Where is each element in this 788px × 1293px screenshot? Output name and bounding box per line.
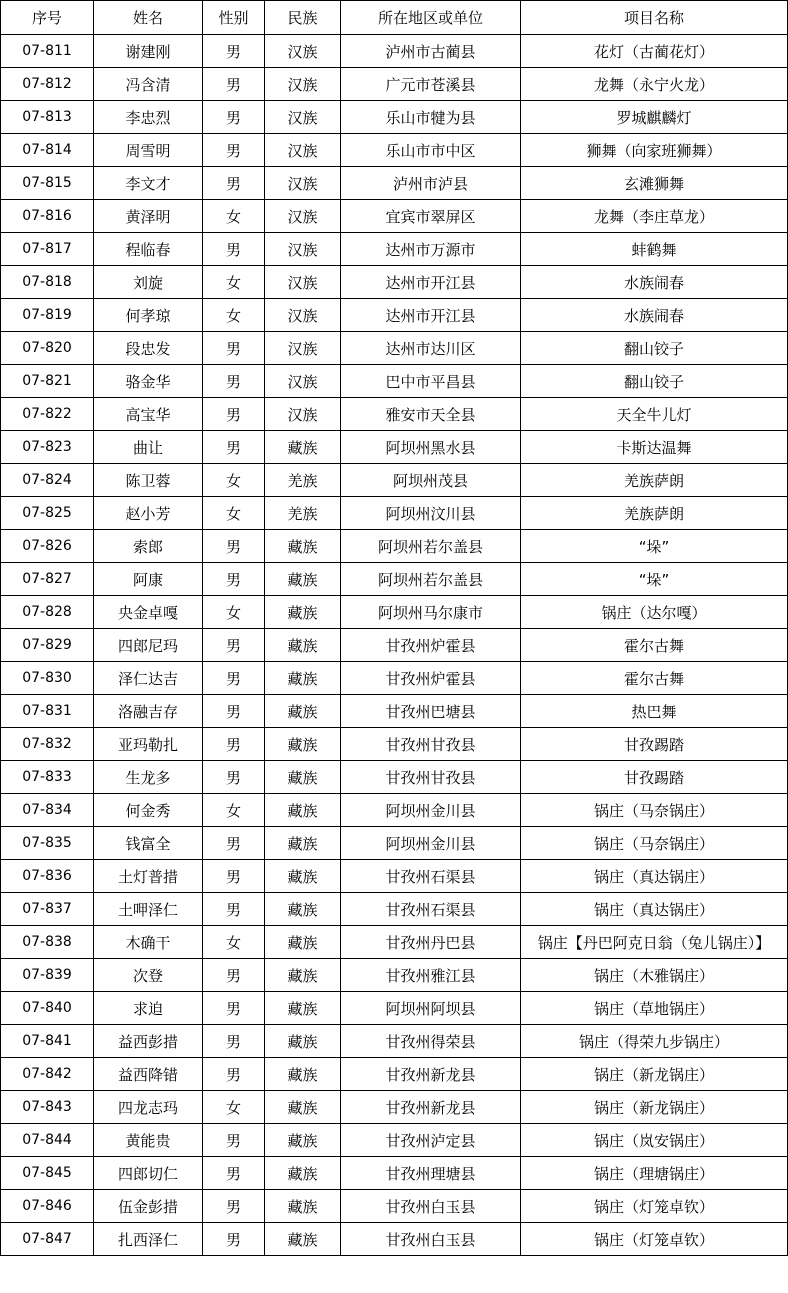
cell-region: 乐山市犍为县	[341, 101, 521, 134]
cell-serial: 07-837	[1, 893, 94, 926]
cell-ethnicity: 藏族	[265, 728, 341, 761]
cell-gender: 男	[203, 629, 265, 662]
table-row	[1, 233, 788, 266]
cell-name: 木确干	[94, 926, 203, 959]
cell-ethnicity: 藏族	[265, 860, 341, 893]
cell-name: 刘旋	[94, 266, 203, 299]
cell-region: 甘孜州雅江县	[341, 959, 521, 992]
table-row	[1, 431, 788, 464]
cell-name: 亚玛勒扎	[94, 728, 203, 761]
cell-ethnicity: 羌族	[265, 464, 341, 497]
table-row	[1, 332, 788, 365]
cell-region: 阿坝州若尔盖县	[341, 563, 521, 596]
cell-gender: 男	[203, 695, 265, 728]
cell-serial: 07-835	[1, 827, 94, 860]
table-row	[1, 794, 788, 827]
cell-project: 热巴舞	[521, 695, 788, 728]
cell-region: 甘孜州白玉县	[341, 1223, 521, 1256]
cell-name: 周雪明	[94, 134, 203, 167]
cell-gender: 男	[203, 992, 265, 1025]
table-row	[1, 35, 788, 68]
cell-name: 央金卓嘎	[94, 596, 203, 629]
table-body	[1, 35, 788, 1256]
cell-ethnicity: 藏族	[265, 1190, 341, 1223]
cell-region: 达州市达川区	[341, 332, 521, 365]
cell-gender: 男	[203, 827, 265, 860]
cell-region: 甘孜州甘孜县	[341, 728, 521, 761]
table-row	[1, 1190, 788, 1223]
cell-ethnicity: 藏族	[265, 959, 341, 992]
cell-ethnicity: 藏族	[265, 431, 341, 464]
table-row	[1, 365, 788, 398]
cell-ethnicity: 藏族	[265, 794, 341, 827]
cell-serial: 07-827	[1, 563, 94, 596]
cell-project: “垛”	[521, 530, 788, 563]
cell-name: 生龙多	[94, 761, 203, 794]
cell-project: 锅庄（木雅锅庄）	[521, 959, 788, 992]
cell-name: 谢建刚	[94, 35, 203, 68]
table-row	[1, 728, 788, 761]
cell-name: 钱富全	[94, 827, 203, 860]
table-row	[1, 893, 788, 926]
cell-gender: 男	[203, 398, 265, 431]
table-row	[1, 629, 788, 662]
header-serial: 序号	[1, 1, 94, 35]
cell-region: 阿坝州黑水县	[341, 431, 521, 464]
cell-ethnicity: 汉族	[265, 35, 341, 68]
cell-ethnicity: 汉族	[265, 134, 341, 167]
header-ethnicity: 民族	[265, 1, 341, 35]
table-row	[1, 68, 788, 101]
cell-gender: 男	[203, 530, 265, 563]
cell-project: 龙舞（李庄草龙）	[521, 200, 788, 233]
cell-project: 锅庄【丹巴阿克日翁（兔儿锅庄）】	[521, 926, 788, 959]
cell-ethnicity: 藏族	[265, 629, 341, 662]
cell-gender: 男	[203, 332, 265, 365]
cell-project: 甘孜踢踏	[521, 761, 788, 794]
cell-serial: 07-840	[1, 992, 94, 1025]
cell-project: 天全牛儿灯	[521, 398, 788, 431]
cell-serial: 07-844	[1, 1124, 94, 1157]
cell-project: 锅庄（灯笼卓钦）	[521, 1223, 788, 1256]
cell-gender: 男	[203, 860, 265, 893]
cell-region: 达州市万源市	[341, 233, 521, 266]
cell-name: 扎西泽仁	[94, 1223, 203, 1256]
cell-project: 锅庄（达尔嘎）	[521, 596, 788, 629]
cell-serial: 07-812	[1, 68, 94, 101]
cell-serial: 07-826	[1, 530, 94, 563]
cell-ethnicity: 汉族	[265, 398, 341, 431]
cell-ethnicity: 汉族	[265, 299, 341, 332]
cell-name: 陈卫蓉	[94, 464, 203, 497]
cell-name: 赵小芳	[94, 497, 203, 530]
cell-region: 甘孜州炉霍县	[341, 629, 521, 662]
cell-ethnicity: 藏族	[265, 926, 341, 959]
cell-project: 卡斯达温舞	[521, 431, 788, 464]
cell-project: 羌族萨朗	[521, 464, 788, 497]
cell-project: 锅庄（理塘锅庄）	[521, 1157, 788, 1190]
cell-region: 阿坝州金川县	[341, 827, 521, 860]
cell-serial: 07-823	[1, 431, 94, 464]
cell-gender: 男	[203, 134, 265, 167]
cell-name: 四龙志玛	[94, 1091, 203, 1124]
cell-project: “垛”	[521, 563, 788, 596]
cell-region: 甘孜州新龙县	[341, 1091, 521, 1124]
cell-name: 四郎尼玛	[94, 629, 203, 662]
cell-name: 段忠发	[94, 332, 203, 365]
cell-ethnicity: 汉族	[265, 167, 341, 200]
cell-serial: 07-832	[1, 728, 94, 761]
cell-serial: 07-843	[1, 1091, 94, 1124]
table-row	[1, 497, 788, 530]
cell-ethnicity: 汉族	[265, 68, 341, 101]
cell-name: 何孝琼	[94, 299, 203, 332]
cell-ethnicity: 藏族	[265, 893, 341, 926]
cell-project: 锅庄（岚安锅庄）	[521, 1124, 788, 1157]
cell-gender: 男	[203, 68, 265, 101]
cell-gender: 男	[203, 893, 265, 926]
cell-name: 黄泽明	[94, 200, 203, 233]
cell-ethnicity: 藏族	[265, 695, 341, 728]
cell-gender: 男	[203, 728, 265, 761]
table-row	[1, 1025, 788, 1058]
table-row	[1, 959, 788, 992]
cell-gender: 男	[203, 431, 265, 464]
cell-name: 土灯普措	[94, 860, 203, 893]
cell-region: 阿坝州汶川县	[341, 497, 521, 530]
cell-serial: 07-821	[1, 365, 94, 398]
cell-ethnicity: 藏族	[265, 1124, 341, 1157]
cell-ethnicity: 汉族	[265, 365, 341, 398]
cell-project: 锅庄（草地锅庄）	[521, 992, 788, 1025]
cell-project: 霍尔古舞	[521, 662, 788, 695]
cell-gender: 男	[203, 662, 265, 695]
cell-ethnicity: 羌族	[265, 497, 341, 530]
cell-name: 冯含清	[94, 68, 203, 101]
cell-serial: 07-814	[1, 134, 94, 167]
cell-project: 龙舞（永宁火龙）	[521, 68, 788, 101]
table-row	[1, 662, 788, 695]
cell-serial: 07-829	[1, 629, 94, 662]
cell-project: 翻山铰子	[521, 365, 788, 398]
table-row	[1, 200, 788, 233]
cell-ethnicity: 藏族	[265, 1025, 341, 1058]
cell-region: 甘孜州甘孜县	[341, 761, 521, 794]
cell-serial: 07-838	[1, 926, 94, 959]
table-row	[1, 1091, 788, 1124]
cell-project: 狮舞（向家班狮舞）	[521, 134, 788, 167]
cell-serial: 07-816	[1, 200, 94, 233]
header-row	[1, 1, 788, 35]
cell-region: 甘孜州得荣县	[341, 1025, 521, 1058]
cell-serial: 07-813	[1, 101, 94, 134]
cell-region: 甘孜州巴塘县	[341, 695, 521, 728]
cell-serial: 07-833	[1, 761, 94, 794]
cell-serial: 07-815	[1, 167, 94, 200]
cell-project: 甘孜踢踏	[521, 728, 788, 761]
cell-serial: 07-830	[1, 662, 94, 695]
cell-serial: 07-825	[1, 497, 94, 530]
table-row	[1, 1058, 788, 1091]
cell-ethnicity: 藏族	[265, 563, 341, 596]
cell-region: 甘孜州理塘县	[341, 1157, 521, 1190]
cell-region: 达州市开江县	[341, 299, 521, 332]
cell-ethnicity: 藏族	[265, 530, 341, 563]
cell-name: 益西彭措	[94, 1025, 203, 1058]
cell-gender: 女	[203, 299, 265, 332]
cell-gender: 女	[203, 200, 265, 233]
cell-ethnicity: 藏族	[265, 827, 341, 860]
cell-ethnicity: 汉族	[265, 200, 341, 233]
table-row	[1, 398, 788, 431]
cell-name: 求迫	[94, 992, 203, 1025]
cell-name: 李忠烈	[94, 101, 203, 134]
cell-region: 阿坝州若尔盖县	[341, 530, 521, 563]
cell-ethnicity: 藏族	[265, 1223, 341, 1256]
cell-name: 次登	[94, 959, 203, 992]
table-row	[1, 992, 788, 1025]
cell-region: 甘孜州泸定县	[341, 1124, 521, 1157]
cell-gender: 男	[203, 1058, 265, 1091]
cell-serial: 07-824	[1, 464, 94, 497]
cell-project: 锅庄（真达锅庄）	[521, 893, 788, 926]
cell-ethnicity: 汉族	[265, 266, 341, 299]
cell-project: 锅庄（新龙锅庄）	[521, 1091, 788, 1124]
cell-gender: 男	[203, 101, 265, 134]
cell-project: 锅庄（马奈锅庄）	[521, 827, 788, 860]
cell-gender: 男	[203, 1223, 265, 1256]
table-row	[1, 1124, 788, 1157]
cell-name: 黄能贵	[94, 1124, 203, 1157]
table-row	[1, 926, 788, 959]
table-row	[1, 530, 788, 563]
cell-name: 李文才	[94, 167, 203, 200]
cell-serial: 07-818	[1, 266, 94, 299]
cell-serial: 07-834	[1, 794, 94, 827]
cell-ethnicity: 汉族	[265, 332, 341, 365]
cell-project: 霍尔古舞	[521, 629, 788, 662]
cell-project: 罗城麒麟灯	[521, 101, 788, 134]
cell-ethnicity: 藏族	[265, 1058, 341, 1091]
cell-gender: 男	[203, 365, 265, 398]
cell-serial: 07-817	[1, 233, 94, 266]
cell-ethnicity: 藏族	[265, 1091, 341, 1124]
cell-name: 四郎切仁	[94, 1157, 203, 1190]
cell-name: 程临春	[94, 233, 203, 266]
header-gender: 性别	[203, 1, 265, 35]
cell-ethnicity: 藏族	[265, 992, 341, 1025]
cell-gender: 男	[203, 1157, 265, 1190]
cell-region: 阿坝州茂县	[341, 464, 521, 497]
cell-gender: 男	[203, 35, 265, 68]
table-row	[1, 167, 788, 200]
cell-name: 骆金华	[94, 365, 203, 398]
cell-serial: 07-841	[1, 1025, 94, 1058]
cell-name: 伍金彭措	[94, 1190, 203, 1223]
cell-name: 索郎	[94, 530, 203, 563]
cell-gender: 女	[203, 1091, 265, 1124]
cell-ethnicity: 藏族	[265, 596, 341, 629]
cell-region: 泸州市泸县	[341, 167, 521, 200]
cell-name: 何金秀	[94, 794, 203, 827]
cell-serial: 07-820	[1, 332, 94, 365]
cell-project: 花灯（古蔺花灯）	[521, 35, 788, 68]
cell-region: 雅安市天全县	[341, 398, 521, 431]
cell-project: 锅庄（得荣九步锅庄）	[521, 1025, 788, 1058]
cell-gender: 女	[203, 266, 265, 299]
cell-name: 阿康	[94, 563, 203, 596]
table-row	[1, 1223, 788, 1256]
cell-ethnicity: 藏族	[265, 1157, 341, 1190]
cell-region: 阿坝州阿坝县	[341, 992, 521, 1025]
cell-ethnicity: 藏族	[265, 761, 341, 794]
table-row	[1, 860, 788, 893]
cell-serial: 07-811	[1, 35, 94, 68]
cell-region: 广元市苍溪县	[341, 68, 521, 101]
table-row	[1, 563, 788, 596]
table-row	[1, 299, 788, 332]
cell-serial: 07-822	[1, 398, 94, 431]
cell-name: 泽仁达吉	[94, 662, 203, 695]
cell-region: 巴中市平昌县	[341, 365, 521, 398]
cell-project: 锅庄（灯笼卓钦）	[521, 1190, 788, 1223]
cell-serial: 07-828	[1, 596, 94, 629]
cell-gender: 男	[203, 563, 265, 596]
cell-serial: 07-847	[1, 1223, 94, 1256]
cell-name: 高宝华	[94, 398, 203, 431]
cell-serial: 07-839	[1, 959, 94, 992]
header-region: 所在地区或单位	[341, 1, 521, 35]
header-name: 姓名	[94, 1, 203, 35]
cell-region: 阿坝州马尔康市	[341, 596, 521, 629]
cell-gender: 女	[203, 926, 265, 959]
cell-region: 甘孜州新龙县	[341, 1058, 521, 1091]
cell-gender: 女	[203, 596, 265, 629]
cell-region: 乐山市市中区	[341, 134, 521, 167]
cell-name: 益西降错	[94, 1058, 203, 1091]
table-row	[1, 101, 788, 134]
table-row	[1, 761, 788, 794]
cell-project: 锅庄（马奈锅庄）	[521, 794, 788, 827]
cell-gender: 男	[203, 167, 265, 200]
cell-ethnicity: 藏族	[265, 662, 341, 695]
cell-serial: 07-819	[1, 299, 94, 332]
cell-name: 洛融吉存	[94, 695, 203, 728]
cell-serial: 07-846	[1, 1190, 94, 1223]
cell-project: 锅庄（真达锅庄）	[521, 860, 788, 893]
header-project: 项目名称	[521, 1, 788, 35]
cell-region: 甘孜州丹巴县	[341, 926, 521, 959]
cell-gender: 男	[203, 761, 265, 794]
cell-gender: 男	[203, 1025, 265, 1058]
table-row	[1, 266, 788, 299]
cell-region: 甘孜州石渠县	[341, 893, 521, 926]
table-row	[1, 464, 788, 497]
cell-gender: 女	[203, 497, 265, 530]
cell-name: 曲让	[94, 431, 203, 464]
cell-serial: 07-845	[1, 1157, 94, 1190]
cell-region: 泸州市古蔺县	[341, 35, 521, 68]
cell-region: 阿坝州金川县	[341, 794, 521, 827]
cell-ethnicity: 汉族	[265, 233, 341, 266]
cell-project: 水族闹春	[521, 299, 788, 332]
cell-gender: 女	[203, 464, 265, 497]
table-row	[1, 695, 788, 728]
cell-ethnicity: 汉族	[265, 101, 341, 134]
cell-gender: 男	[203, 1124, 265, 1157]
table-row	[1, 134, 788, 167]
cell-project: 羌族萨朗	[521, 497, 788, 530]
cell-region: 甘孜州白玉县	[341, 1190, 521, 1223]
cell-gender: 男	[203, 1190, 265, 1223]
cell-region: 宜宾市翠屏区	[341, 200, 521, 233]
cell-project: 蚌鹤舞	[521, 233, 788, 266]
cell-serial: 07-842	[1, 1058, 94, 1091]
cell-name: 土呷泽仁	[94, 893, 203, 926]
cell-region: 甘孜州石渠县	[341, 860, 521, 893]
cell-gender: 女	[203, 794, 265, 827]
cell-region: 达州市开江县	[341, 266, 521, 299]
table-row	[1, 1157, 788, 1190]
cell-gender: 男	[203, 959, 265, 992]
cell-project: 翻山铰子	[521, 332, 788, 365]
cell-region: 甘孜州炉霍县	[341, 662, 521, 695]
cell-serial: 07-831	[1, 695, 94, 728]
table-row	[1, 827, 788, 860]
cell-project: 水族闹春	[521, 266, 788, 299]
cell-gender: 男	[203, 233, 265, 266]
cell-project: 玄滩狮舞	[521, 167, 788, 200]
cell-serial: 07-836	[1, 860, 94, 893]
table-row	[1, 596, 788, 629]
cell-project: 锅庄（新龙锅庄）	[521, 1058, 788, 1091]
